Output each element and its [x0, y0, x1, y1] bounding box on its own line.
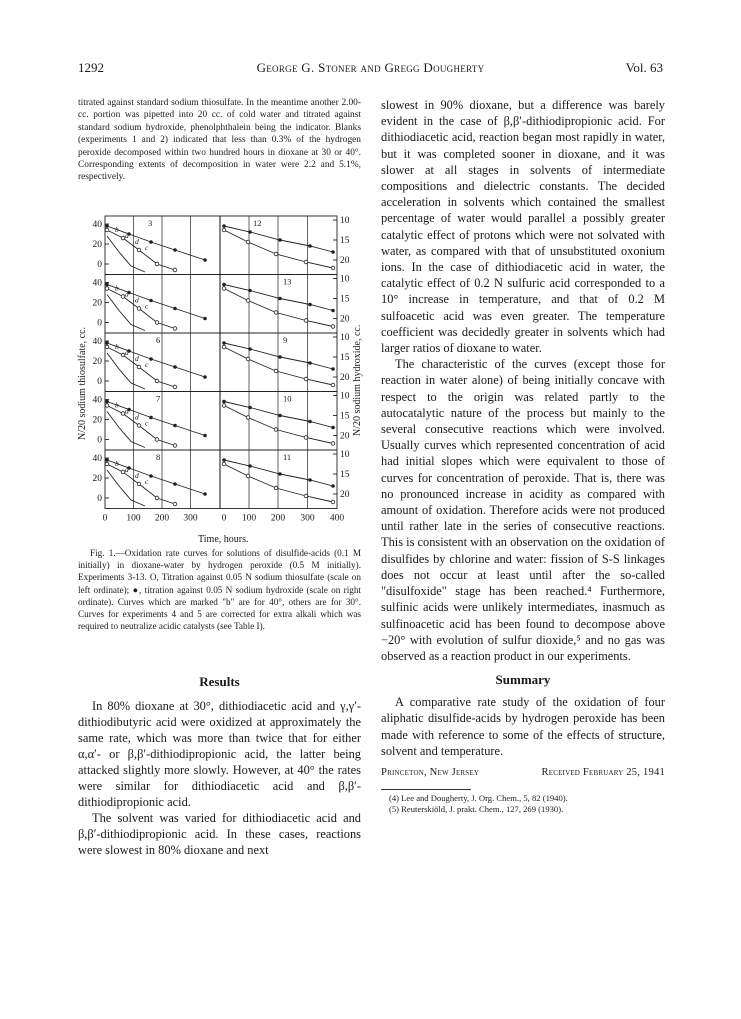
- open-circle-point: [155, 496, 159, 500]
- x-tick-label: 100: [241, 513, 257, 524]
- open-circle-point: [274, 252, 278, 256]
- left-tick-label: 0: [97, 318, 102, 329]
- open-circle-point: [246, 299, 250, 303]
- open-circle-point: [274, 486, 278, 490]
- filled-dot-point: [173, 482, 177, 486]
- signature-line: [381, 767, 665, 781]
- filled-dot-point: [222, 224, 226, 228]
- open-circle-point: [304, 260, 308, 264]
- filled-dot-point: [278, 414, 282, 418]
- filled-dot-point: [149, 240, 153, 244]
- open-circle-point: [222, 404, 226, 408]
- filled-dot-point: [149, 299, 153, 303]
- discussion-paragraph-1: slowest in 90% dioxane, but a difference was barely evident in the case of β,β′-dithiodipropionic acid. For dithiodiacetic acid, reaction began most rapidly in water, but it was completed sooner in dioxane, and it was slower at all stages in solvents of intermediate compositions and dielectric constants. The decided acceleration in solvents which contained the smallest percentage of water would parallel a possibly greater catalytic effect of protons which were not solvated with water, as compared with that of unsubstituted oxonium ions. In the case of dithiodiacetic acid in water, the catalytic effect of 0.2 N sulfuric acid corresponded to a 10° increase in temperature, and that of 0.2 M sulfoacetic acid was even greater. The temperature coefficient was decidedly greater in solvents which had larger ratios of dioxane to water.: [381, 98, 665, 356]
- figure-panel-frame: [105, 275, 337, 334]
- panel-number: 12: [253, 218, 262, 228]
- curve-label: a: [125, 406, 129, 416]
- open-circle-point: [155, 379, 159, 383]
- x-tick-label: 300: [183, 513, 198, 524]
- open-circle-point: [331, 383, 335, 387]
- open-circle-point: [105, 345, 109, 349]
- figure-1: [78, 208, 361, 544]
- filled-dot-point: [331, 309, 335, 313]
- right-tick-label: 10: [340, 333, 350, 343]
- curve-40c: [107, 470, 145, 506]
- right-tick-label: 15: [340, 353, 350, 363]
- left-tick-label: 20: [92, 240, 102, 250]
- curve-label: a: [125, 465, 129, 474]
- right-column: [381, 97, 665, 816]
- filled-dot-point: [248, 347, 252, 351]
- open-circle-point: [173, 385, 177, 389]
- open-circle-point: [304, 377, 308, 381]
- left-tick-label: 40: [92, 220, 102, 230]
- filled-dot-point: [173, 424, 177, 428]
- summary-heading: Summary: [495, 672, 551, 688]
- right-tick-label: 15: [340, 411, 350, 422]
- open-circle-point: [246, 357, 250, 361]
- results-paragraph-2: The solvent was varied for dithiodiacetic acid and β,β′-dithiodipropionic acid. In these cases, reactions were slowest in 80% dioxane and next: [78, 811, 361, 857]
- left-tick-label: 0: [97, 435, 102, 446]
- open-circle-point: [155, 321, 159, 325]
- filled-dot-point: [203, 434, 207, 438]
- footnote-4: (4) Lee and Dougherty, J. Org. Chem., 5, 82 (1940).: [389, 792, 568, 803]
- open-circle-point: [137, 248, 141, 252]
- curve-label: b: [115, 459, 119, 468]
- left-tick-label: 40: [92, 278, 102, 289]
- curve-label: b: [115, 283, 119, 293]
- filled-dot-point: [173, 248, 177, 252]
- left-tick-label: 20: [92, 474, 102, 484]
- curve-label: b: [115, 225, 119, 234]
- curve-oxidation-right: [224, 289, 333, 327]
- open-circle-point: [137, 424, 141, 428]
- filled-dot-point: [149, 357, 153, 361]
- left-tick-label: 40: [92, 454, 102, 464]
- curve-acid-right: [224, 226, 333, 252]
- left-tick-label: 0: [97, 377, 102, 387]
- curve-label: d: [135, 412, 139, 422]
- open-circle-point: [246, 474, 250, 478]
- left-tick-label: 20: [92, 357, 102, 367]
- figure-panel-frame: [105, 392, 337, 451]
- footnote-divider: [381, 789, 471, 790]
- volume-label: Vol. 63: [625, 60, 663, 75]
- open-circle-point: [137, 307, 141, 311]
- filled-dot-point: [105, 341, 109, 345]
- panel-number: 11: [283, 452, 292, 462]
- panel-number: 6: [156, 335, 161, 345]
- open-circle-point: [222, 462, 226, 466]
- right-axis-label: N/20 sodium hydroxide, cc.: [352, 324, 363, 436]
- right-tick-label: 15: [340, 470, 350, 480]
- curve-label: c: [145, 477, 149, 486]
- panel-number: 7: [156, 393, 161, 404]
- filled-dot-point: [248, 289, 252, 293]
- open-circle-point: [304, 319, 308, 323]
- x-tick-label: 200: [154, 513, 170, 524]
- curve-label: c: [145, 243, 149, 252]
- open-circle-point: [274, 428, 278, 432]
- footnote-5: (5) Reuterskiöld, J. prakt. Chem., 127, 269 (1930).: [389, 804, 564, 815]
- curve-label: c: [145, 418, 149, 428]
- open-circle-point: [137, 482, 141, 486]
- filled-dot-point: [203, 492, 207, 496]
- figure-panel-frame: [105, 450, 337, 509]
- right-tick-label: 10: [340, 274, 350, 285]
- filled-dot-point: [203, 375, 207, 379]
- curve-40c: [107, 236, 145, 272]
- curve-oxidation-right: [224, 230, 333, 268]
- curve-40c: [107, 412, 145, 448]
- right-tick-label: 10: [340, 216, 350, 226]
- filled-dot-point: [105, 224, 109, 228]
- curve-acid-right: [224, 460, 333, 486]
- panel-number: 9: [283, 335, 288, 345]
- right-tick-label: 20: [340, 256, 350, 266]
- curve-label: b: [115, 400, 119, 410]
- open-circle-point: [304, 494, 308, 498]
- left-column: [78, 97, 361, 184]
- figure-caption: Fig. 1.—Oxidation rate curves for solutions of disulfide-acids (0.1 M initially) in dioxane-water by hydrogen peroxide (0.5 M initially). Experiments 3-13. O, Titration against 0.05 N sodium thiosulfate (scale on left ordinate); ●, titration against 0.05 N sodium hydroxide (scale on right ordinate). Curves which are marked "b" are for 40°, others are for 30°. Curves for experiments 4 and 5 are corrected for extra alkali which was required to neutralize acidic catalysts (see Table I).: [78, 548, 361, 632]
- x-axis-label: Time, hours.: [198, 534, 249, 545]
- filled-dot-point: [331, 250, 335, 254]
- filled-dot-point: [222, 400, 226, 404]
- running-header: [78, 60, 663, 76]
- open-circle-point: [173, 268, 177, 272]
- filled-dot-point: [203, 258, 207, 262]
- curve-label: d: [135, 471, 139, 480]
- filled-dot-point: [331, 367, 335, 371]
- curve-acid-right: [224, 343, 333, 369]
- curve-40c: [107, 353, 145, 389]
- filled-dot-point: [278, 297, 282, 301]
- page-number: 1292: [78, 60, 104, 75]
- curve-oxidation-right: [224, 406, 333, 444]
- right-tick-label: 15: [340, 294, 350, 305]
- curve-label: d: [135, 354, 139, 363]
- panel-number: 8: [156, 452, 161, 462]
- right-tick-label: 20: [340, 314, 350, 325]
- left-axis-label: N/20 sodium thiosulfate, cc.: [77, 326, 88, 440]
- filled-dot-point: [308, 303, 312, 307]
- rate-curves-figure: [78, 208, 361, 544]
- filled-dot-point: [248, 406, 252, 410]
- figure-panel-frame: [105, 333, 337, 392]
- open-circle-point: [274, 369, 278, 373]
- filled-dot-point: [149, 416, 153, 420]
- open-circle-point: [155, 438, 159, 442]
- intro-paragraph: titrated against standard sodium thiosulfate. In the meantime another 2.00-cc. portion was pipetted into 20 cc. of cold water and titrated against standard sodium hydroxide, phenolphthalein being the indicator. Blanks (experiments 1 and 2) indicated that less than 0.3% of the hydrogen peroxide decomposed within two hundred hours in dioxane at 30 or 40°. Corresponding extents of decomposition in water were 2.2 and 5.1%, respectively.: [78, 98, 361, 183]
- filled-dot-point: [308, 478, 312, 482]
- filled-dot-point: [105, 458, 109, 462]
- x-tick-label: 300: [300, 513, 315, 524]
- open-circle-point: [105, 404, 109, 408]
- open-circle-point: [331, 442, 335, 446]
- results-section: [78, 674, 361, 858]
- x-tick-label: 200: [270, 513, 286, 524]
- filled-dot-point: [308, 244, 312, 248]
- curve-label: a: [125, 231, 129, 240]
- summary-paragraph: A comparative rate study of the oxidation of four aliphatic disulfide-acids by hydrogen peroxide has been made with reference to some of the effects of structure, solvent and temperature.: [381, 695, 665, 758]
- discussion-paragraph-2: The characteristic of the curves (except those for reaction in water alone) of being initially concave with respect to the origin was related partly to the autocatalytic nature of the process but mainly to the several consecutive reactions which were involved. Usually curves which represented concentration of acid had initial slopes which were equivalent to those of curves for concentration of peroxide. That is, there was no pronounced increase in acidity as compared with amount of oxidation. Therefore acids were not produced until rather late in the series of consecutive reactions. This is consistent with an observation on the oxidation of disulfides by chlorine and water: fission of S-S linkages does not occur at least until after the so-called "disulfoxide" stage has been reached.⁴ Furthermore, sulfinic acids were unlikely intermediates, inasmuch as sulfinoacetic acid has been found to decompose above −20° with evolution of sulfur dioxide,⁵ and no gas was observed as a reaction product in our experiments.: [381, 357, 665, 663]
- right-tick-label: 20: [340, 373, 350, 383]
- curve-40c: [107, 295, 145, 331]
- panel-number: 10: [283, 393, 292, 404]
- filled-dot-point: [105, 400, 109, 404]
- open-circle-point: [137, 365, 141, 369]
- x-tick-label: 0: [102, 513, 108, 524]
- open-circle-point: [331, 500, 335, 504]
- filled-dot-point: [149, 474, 153, 478]
- open-circle-point: [155, 262, 159, 266]
- right-tick-label: 20: [340, 431, 350, 442]
- results-heading: Results: [199, 674, 240, 689]
- open-circle-point: [274, 311, 278, 315]
- open-circle-point: [246, 416, 250, 420]
- curve-label: d: [135, 295, 139, 305]
- filled-dot-point: [331, 484, 335, 488]
- left-tick-label: 0: [97, 260, 102, 270]
- left-tick-label: 40: [92, 337, 102, 347]
- curve-oxidation-right: [224, 347, 333, 385]
- panel-number: 13: [283, 276, 292, 287]
- signature-place: Princeton, New Jersey: [381, 766, 480, 778]
- filled-dot-point: [222, 458, 226, 462]
- left-tick-label: 20: [92, 415, 102, 426]
- running-title: George G. Stoner and Gregg Dougherty: [256, 60, 485, 75]
- right-tick-label: 10: [340, 450, 350, 460]
- filled-dot-point: [308, 420, 312, 424]
- filled-dot-point: [278, 238, 282, 242]
- open-circle-point: [222, 228, 226, 232]
- open-circle-point: [331, 266, 335, 270]
- open-circle-point: [105, 228, 109, 232]
- filled-dot-point: [308, 361, 312, 365]
- filled-dot-point: [222, 341, 226, 345]
- curve-oxidation-right: [224, 464, 333, 502]
- curve-label: b: [115, 342, 119, 351]
- filled-dot-point: [278, 472, 282, 476]
- figure-panel-frame: [105, 216, 337, 275]
- open-circle-point: [331, 325, 335, 329]
- open-circle-point: [246, 240, 250, 244]
- open-circle-point: [304, 436, 308, 440]
- right-tick-label: 15: [340, 236, 350, 246]
- curve-label: d: [135, 237, 139, 246]
- curve-acid-right: [224, 402, 333, 428]
- curve-acid-right: [224, 285, 333, 311]
- open-circle-point: [222, 345, 226, 349]
- signature-received: Received February 25, 1941: [541, 766, 665, 778]
- left-tick-label: 20: [92, 298, 102, 309]
- filled-dot-point: [203, 317, 207, 321]
- filled-dot-point: [105, 283, 109, 287]
- panel-number: 3: [148, 218, 153, 228]
- curve-label: a: [125, 289, 129, 299]
- open-circle-point: [222, 287, 226, 291]
- x-tick-label: 100: [126, 513, 141, 524]
- curve-label: c: [145, 301, 149, 311]
- filled-dot-point: [248, 464, 252, 468]
- left-tick-label: 0: [97, 494, 102, 504]
- open-circle-point: [173, 502, 177, 506]
- results-paragraph-1: In 80% dioxane at 30°, dithiodiacetic acid and γ,γ′-dithiodibutyric acid were oxidized at approximately the same rate, which was more than twice that for either α,α′- or β,β′-dithiodipropionic acid, the latter being attacked slightly more slowly. However, at 40° the rates were similar for dithiodiacetic acid and β,β′-dithiodipropionic acid.: [78, 699, 361, 809]
- filled-dot-point: [222, 283, 226, 287]
- right-tick-label: 20: [340, 490, 350, 500]
- figure-caption-block: [78, 547, 361, 632]
- open-circle-point: [105, 287, 109, 291]
- filled-dot-point: [173, 365, 177, 369]
- right-tick-label: 10: [340, 391, 350, 402]
- x-tick-label: 400: [329, 513, 345, 524]
- open-circle-point: [173, 327, 177, 331]
- curve-label: c: [145, 360, 149, 369]
- x-tick-label: 0: [221, 513, 227, 524]
- filled-dot-point: [173, 307, 177, 311]
- curve-label: a: [125, 348, 129, 357]
- left-tick-label: 40: [92, 395, 102, 406]
- open-circle-point: [173, 444, 177, 448]
- open-circle-point: [105, 462, 109, 466]
- filled-dot-point: [248, 230, 252, 234]
- filled-dot-point: [331, 426, 335, 430]
- filled-dot-point: [278, 355, 282, 359]
